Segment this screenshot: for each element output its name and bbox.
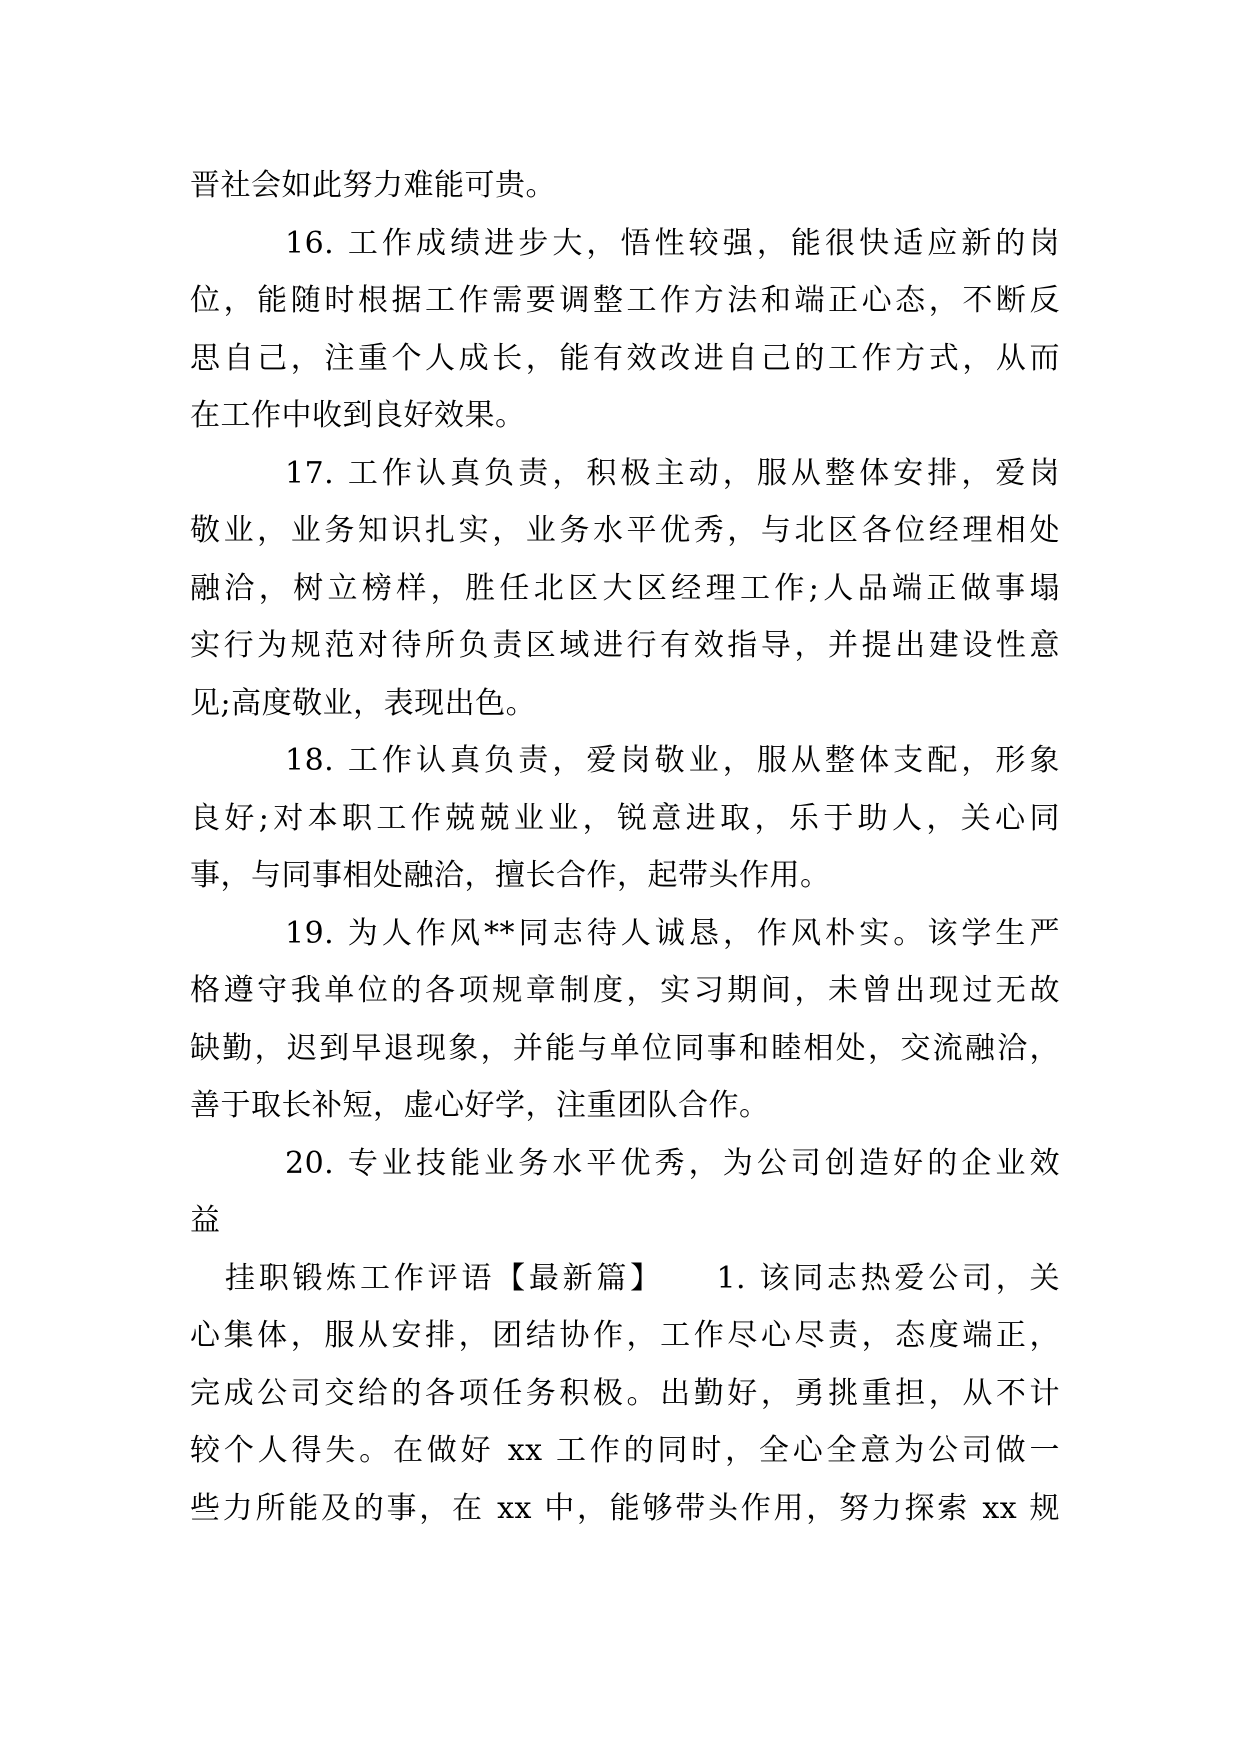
text-line: 20. 专业技能业务水平优秀，为公司创造好的企业效 <box>285 1145 1060 1181</box>
text-line: 事，与同事相处融洽，擅长合作，起带头作用。 <box>190 858 831 893</box>
text-line: 晋社会如此努力难能可贵。 <box>190 168 556 203</box>
text-line: 益 <box>190 1203 221 1238</box>
text-line: 16. 工作成绩进步大，悟性较强，能很快适应新的岗 <box>285 225 1060 261</box>
text-line: 见;高度敬业，表现出色。 <box>190 685 537 721</box>
text-line: 融洽，树立榜样，胜任北区大区经理工作;人品端正做事塌 <box>190 570 1060 606</box>
text-line: 挂职锻炼工作评语【最新篇】 1. 该同志热爱公司，关 <box>225 1260 1060 1296</box>
text-line: 17. 工作认真负责，积极主动，服从整体安排，爱岗 <box>285 455 1060 491</box>
document-body <box>190 157 1060 1537</box>
text-line: 格遵守我单位的各项规章制度，实习期间，未曾出现过无故 <box>190 973 1060 1008</box>
text-line: 在工作中收到良好效果。 <box>190 398 526 433</box>
text-line: 善于取长补短，虚心好学，注重团队合作。 <box>190 1088 770 1123</box>
text-line: 实行为规范对待所负责区域进行有效指导，并提出建设性意 <box>190 628 1060 663</box>
text-line: 敬业，业务知识扎实，业务水平优秀，与北区各位经理相处 <box>190 513 1060 548</box>
text-line: 较个人得失。在做好 xx 工作的同时，全心全意为公司做一 <box>190 1433 1060 1468</box>
text-line: 些力所能及的事，在 xx 中，能够带头作用，努力探索 xx 规 <box>190 1490 1060 1526</box>
text-line: 19. 为人作风**同志待人诚恳，作风朴实。该学生严 <box>285 915 1060 951</box>
text-line: 良好;对本职工作兢兢业业，锐意进取，乐于助人，关心同 <box>190 800 1060 836</box>
text-line: 思自己，注重个人成长，能有效改进自己的工作方式，从而 <box>190 340 1060 376</box>
text-line: 心集体，服从安排，团结协作，工作尽心尽责，态度端正， <box>190 1318 1060 1353</box>
text-line: 完成公司交给的各项任务积极。出勤好，勇挑重担，从不计 <box>190 1375 1060 1411</box>
text-line: 缺勤，迟到早退现象，并能与单位同事和睦相处，交流融洽， <box>190 1030 1060 1066</box>
text-line: 位，能随时根据工作需要调整工作方法和端正心态，不断反 <box>190 283 1060 318</box>
text-line: 18. 工作认真负责，爱岗敬业，服从整体支配，形象 <box>285 743 1060 778</box>
